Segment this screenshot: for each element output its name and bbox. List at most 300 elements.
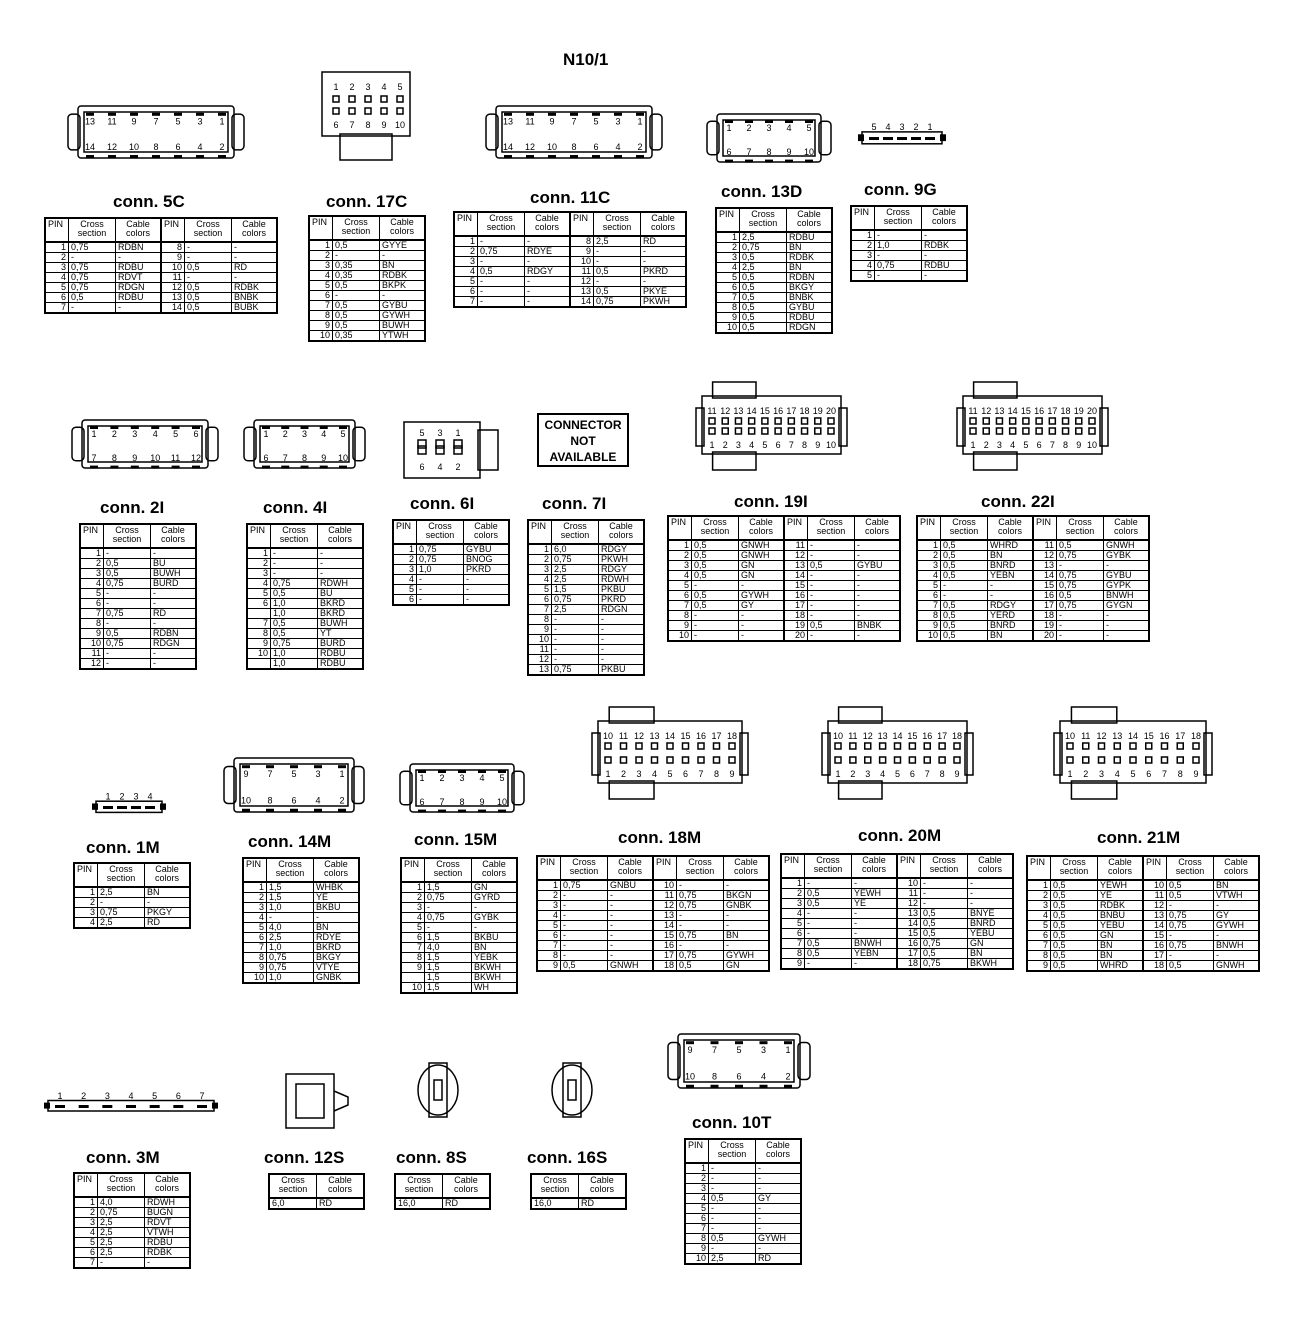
table-cell: GN [739,571,785,581]
pin-number-label: 8 [267,795,273,806]
table-cell: - [1167,951,1214,961]
pin-number-label: 13 [877,731,888,741]
table-cell: 11 [161,273,185,283]
table-cell: 18 [897,959,921,970]
table-header-cross: Cross section [1167,856,1214,880]
table-cell: - [69,303,116,314]
pin-number-label: 1 [263,428,269,439]
pin-number-label: 8 [365,120,371,130]
table-cell: 0,5 [805,889,852,899]
pin-number-label: 7 [1161,769,1168,779]
table-cell: - [852,929,898,939]
table-row [851,261,967,271]
table-cell: GYWH [380,311,426,321]
pin-number-label: 7 [788,440,794,450]
table-cell: - [151,649,197,659]
table-cell: - [968,878,1014,889]
table-cell: 11 [897,889,921,899]
table-cell: GYBU [855,561,901,571]
pin-number-label: 4 [749,440,755,450]
table-cell: - [145,898,191,908]
table-row [851,241,967,251]
table-cell: 10 [685,1254,709,1265]
table-cell: WHRD [988,540,1034,551]
table-row [917,631,1149,642]
table-cell: RDYE [525,247,571,257]
pin-number-label: 6 [175,141,181,152]
table-cell: 0,75 [677,951,724,961]
table-cell: 7 [528,605,552,615]
table-cell: RD [151,609,197,619]
connector-20-pin-table [530,1173,627,1210]
table-cell: - [525,257,571,267]
pin-number-label: 12 [862,731,873,741]
table-cell: - [104,649,151,659]
pin-number-label: 13 [649,731,660,741]
table-cell: 0,5 [941,631,988,642]
pin-number-label: 13 [84,116,96,127]
table-cell: RDWH [318,579,364,589]
pin-number-label: 1 [455,428,461,438]
table-cell: 0,5 [104,559,151,569]
table-cell: 18 [653,961,677,972]
pin-number-label: 16 [1159,731,1170,741]
table-row [74,908,190,918]
table-cell: 9 [528,625,552,635]
table-cell: 3 [247,569,271,579]
table-header-pin: PIN [668,516,692,540]
table-cell: RDBK [380,271,426,281]
table-header-cable: Cable colors [579,1174,627,1198]
table-cell: BUGN [145,1208,191,1218]
pin-number-label: 9 [1193,769,1199,779]
table-header-pin: PIN [897,854,921,878]
table-cell: 0,75 [1167,941,1214,951]
table-cell: GNWH [1214,961,1260,972]
pin-number-label: 19 [812,406,823,416]
table-cell: 13 [528,665,552,676]
pin-number-label: 6 [682,769,689,779]
table-row [528,595,644,605]
table-cell: - [552,645,599,655]
pin-number-label: 8 [459,796,465,807]
table-cell: BUWH [318,619,364,629]
table-header-cable: Cable colors [855,516,901,540]
table-cell: 0,5 [1051,891,1098,901]
table-cell: RD [579,1198,627,1209]
pin-number-label: 7 [571,116,577,127]
connector-6-label: conn. 4I [263,498,328,517]
table-row [668,591,900,601]
table-cell: GYBU [1104,571,1150,581]
table-cell: YE [1098,891,1144,901]
table-cell: 2 [917,551,941,561]
table-cell: 0,5 [692,561,739,571]
connector-9-label: conn. 19I [734,492,808,511]
pin-number-label: 8 [571,141,577,152]
na-line-1: CONNECTOR [544,418,622,432]
table-cell: - [104,548,151,559]
table-row [309,321,425,331]
table-cell: 6 [393,595,417,606]
table-cell: YEBU [968,929,1014,939]
table-cell: 4 [393,575,417,585]
table-cell: - [116,303,162,314]
table-row [685,1254,801,1265]
table-cell: BNYE [968,909,1014,919]
table-header-cable: Cable colors [922,206,968,230]
table-cell: GYYE [380,240,426,251]
table-cell: YERD [988,611,1034,621]
table-cell: BN [988,551,1034,561]
table-cell: 0,75 [594,297,641,308]
table-cell: - [1104,621,1150,631]
pin-number-label: 10 [602,731,614,741]
table-cell: 6 [45,293,69,303]
table-header-cross: Cross section [808,516,855,540]
pin-number-label: 5 [291,769,297,780]
pin-number-label: 4 [321,428,327,439]
table-cell: 0,5 [692,571,739,581]
table-cell: - [561,901,608,911]
table-row [528,555,644,565]
table-cell: 19 [1033,621,1057,631]
table-cell: BNRD [968,919,1014,929]
pin-number-label: 2 [119,791,125,802]
table-cell: - [1057,611,1104,621]
pin-number-label: 1 [835,769,841,779]
table-row [74,918,190,929]
pin-number-label: 10 [1064,731,1076,741]
table-cell: 0,75 [677,891,724,901]
table-header-cross: Cross section [740,208,787,232]
pin-number-label: 1 [726,122,732,133]
table-cell: 8 [247,629,271,639]
table-cell: 10 [161,263,185,273]
table-cell: RDBU [318,659,364,670]
table-cell: 1,0 [267,943,314,953]
table-cell: 0,5 [740,283,787,293]
table-cell: - [599,655,645,665]
table-row [454,277,686,287]
table-cell: 1,0 [267,973,314,984]
table-row [454,257,686,267]
table-cell: 10 [653,880,677,891]
pin-number-label: 3 [766,122,772,133]
table-row [309,251,425,261]
pin-number-label: 14 [84,141,96,152]
table-cell: - [599,645,645,655]
table-cell: 6,0 [269,1198,317,1209]
table-cell: - [608,901,654,911]
table-cell: 0,75 [271,639,318,649]
table-cell: - [185,242,232,253]
table-cell: 5 [668,581,692,591]
table-cell: - [1104,631,1150,642]
table-cell: 0,75 [552,665,599,676]
table-cell: - [805,919,852,929]
table-cell: GYWH [739,591,785,601]
connector-10-pin-table [916,515,1150,642]
table-cell: 12 [1143,901,1167,911]
table-cell: - [756,1214,802,1224]
table-cell: 13 [1143,911,1167,921]
table-cell: 5 [45,283,69,293]
table-cell: 0,5 [1167,891,1214,901]
pin-number-label: 4 [128,1091,134,1101]
table-cell: BKWH [472,963,518,973]
table-row [74,887,190,898]
table-header-cross: Cross section [552,520,599,544]
table-cell: 7 [309,301,333,311]
table-row [685,1224,801,1234]
table-cell: 3 [243,903,267,913]
table-cell: - [1057,561,1104,571]
table-cell: - [739,631,785,642]
pin-number-label: 15 [680,731,691,741]
table-cell: BNWH [1104,591,1150,601]
pin-number-label: 3 [437,428,443,438]
table-cell: 11 [1143,891,1167,901]
table-header-pin: PIN [716,208,740,232]
pin-number-label: 12 [524,141,536,152]
table-cell: - [805,929,852,939]
table-cell: 0,5 [805,949,852,959]
table-cell: - [724,941,770,951]
table-cell: 9 [917,621,941,631]
table-cell: GYWH [756,1234,802,1244]
table-cell: 12 [528,655,552,665]
table-cell: - [756,1163,802,1174]
table-row [668,571,900,581]
pin-number-label: 9 [132,452,138,463]
table-cell: 8 [1027,951,1051,961]
table-cell: 16 [1033,591,1057,601]
pin-number-label: 2 [282,428,288,439]
na-line-2: NOT [570,434,596,448]
table-cell: 0,5 [333,321,380,331]
table-row [401,963,517,973]
pin-number-label: 5 [894,769,901,779]
table-cell: 16 [1143,941,1167,951]
table-row [685,1234,801,1244]
pin-number-label: 1 [57,1091,63,1101]
table-cell: 1 [917,540,941,551]
pin-number-label: 18 [726,731,738,741]
pin-number-label: 2 [637,141,643,152]
connector-21-pin-table [684,1138,802,1265]
table-cell: 7 [74,1258,98,1269]
pin-number-label: 9 [479,796,485,807]
table-cell: RDBN [151,629,197,639]
table-cell: 1,0 [417,565,464,575]
pin-number-label: 7 [711,1045,718,1056]
table-cell: 2 [528,555,552,565]
table-header-cable: Cable colors [317,1174,365,1198]
table-cell: - [756,1184,802,1194]
table-header-cable: Cable colors [608,856,654,880]
table-cell: YT [318,629,364,639]
table-cell: - [561,891,608,901]
table-cell: 0,5 [185,263,232,273]
table-cell: 2,5 [98,887,145,898]
table-cell: 2 [716,243,740,253]
table-row [393,585,509,595]
table-cell: - [267,913,314,923]
table-cell: 0,5 [333,311,380,321]
pin-number-label: 18 [799,406,810,416]
connector-14-pin-table [536,855,770,972]
table-cell: 4 [1027,911,1051,921]
table-cell: 0,5 [104,569,151,579]
table-cell: 0,5 [808,621,855,631]
table-cell: GYRD [472,893,518,903]
table-cell: 4 [851,261,875,271]
table-cell: - [808,631,855,642]
table-header-cross: Cross section [709,1139,756,1163]
connector-4-symbol [856,120,948,154]
table-cell: 0,5 [1057,540,1104,551]
table-row [917,581,1149,591]
table-cell: GN [1098,931,1144,941]
table-cell: 0,75 [921,939,968,949]
table-row [716,243,832,253]
table-cell: BU [318,589,364,599]
table-cell: 18 [1143,961,1167,972]
table-cell: 2,5 [552,575,599,585]
table-row [393,555,509,565]
table-cell: 6 [716,283,740,293]
pin-number-label: 3 [133,791,139,802]
table-cell: 0,5 [921,909,968,919]
table-cell: - [151,619,197,629]
table-cell: BUBK [232,303,278,314]
connector-5-pin-table [79,523,197,670]
table-header-cross: Cross section [594,212,641,236]
table-cell: GYPK [1104,581,1150,591]
table-cell: - [599,625,645,635]
table-cell: 0,75 [561,880,608,891]
table-cell: - [417,575,464,585]
pin-number-label: 10 [803,146,815,157]
table-cell: 1,0 [267,903,314,913]
table-cell: 0,5 [185,303,232,314]
table-header-cross: Cross section [425,858,472,882]
table-row [781,949,1013,959]
table-cell: 13 [897,909,921,919]
table-cell: 7 [1027,941,1051,951]
table-cell: - [151,659,197,670]
table-header-cross: Cross section [267,858,314,882]
table-cell: - [464,595,510,606]
table-cell: 7 [781,939,805,949]
table-cell: 14 [653,921,677,931]
table-cell: 8 [668,611,692,621]
table-cell: 0,5 [1167,961,1214,972]
table-row [917,601,1149,611]
table-cell: RDBU [787,313,833,323]
table-cell: 8 [401,953,425,963]
table-row [1027,921,1259,931]
table-cell: 0,5 [941,551,988,561]
table-header-pin: PIN [528,520,552,544]
table-cell: 17 [784,601,808,611]
pin-number-label: 1 [785,1045,791,1056]
table-cell: RDBU [145,1238,191,1248]
table-row [1027,911,1259,921]
pin-number-label: 4 [381,82,387,92]
connector-0-label: conn. 5C [113,192,185,211]
pin-number-label: 5 [806,122,812,133]
table-row [80,619,196,629]
table-row [917,611,1149,621]
pin-number-label: 2 [850,769,856,779]
table-row [393,595,509,606]
table-cell: BN [724,931,770,941]
table-row [74,898,190,908]
table-cell: - [271,559,318,569]
table-cell: 4 [80,579,104,589]
table-cell: 2 [1027,891,1051,901]
table-cell: 9 [668,621,692,631]
table-row [247,569,363,579]
table-cell: 3 [781,899,805,909]
table-cell: 7 [80,609,104,619]
table-cell: 0,5 [333,301,380,311]
table-cell: 10 [668,631,692,642]
table-cell: - [464,575,510,585]
table-row [247,639,363,649]
connector-not-available-note [537,413,629,467]
table-cell: 13 [1033,561,1057,571]
connector-2-pin-table [453,211,687,308]
table-cell: - [478,257,525,267]
pin-number-label: 9 [381,120,387,130]
table-header-cross: Cross section [395,1174,443,1198]
table-cell: 2 [309,251,333,261]
table-cell: 1 [716,232,740,243]
pin-number-label: 6 [193,428,199,439]
table-row [1027,891,1259,901]
table-row [454,236,686,247]
pin-number-label: 4 [885,122,891,133]
table-cell: - [805,878,852,889]
pin-number-label: 16 [1034,406,1045,416]
table-row [716,313,832,323]
table-cell: - [922,230,968,241]
table-cell: BN [1098,951,1144,961]
table-header-cross: Cross section [921,854,968,878]
pin-number-label: 18 [951,731,963,741]
table-cell: 0,75 [740,243,787,253]
pin-number-label: 8 [1177,769,1183,779]
connector-20-label: conn. 16S [527,1148,608,1167]
table-cell: 11 [1033,540,1057,551]
table-cell: 2 [454,247,478,257]
table-cell: RDBK [787,253,833,263]
connector-21-symbol [666,1028,812,1094]
table-cell: - [185,273,232,283]
table-cell: BN [1214,880,1260,891]
pin-number-label: 3 [899,122,905,133]
connector-19-pin-table [394,1173,491,1210]
table-cell: 1 [454,236,478,247]
table-cell: - [709,1184,756,1194]
table-cell: RDBU [787,232,833,243]
table-row [45,273,277,283]
table-cell: 1 [851,230,875,241]
table-cell: GYBU [787,303,833,313]
